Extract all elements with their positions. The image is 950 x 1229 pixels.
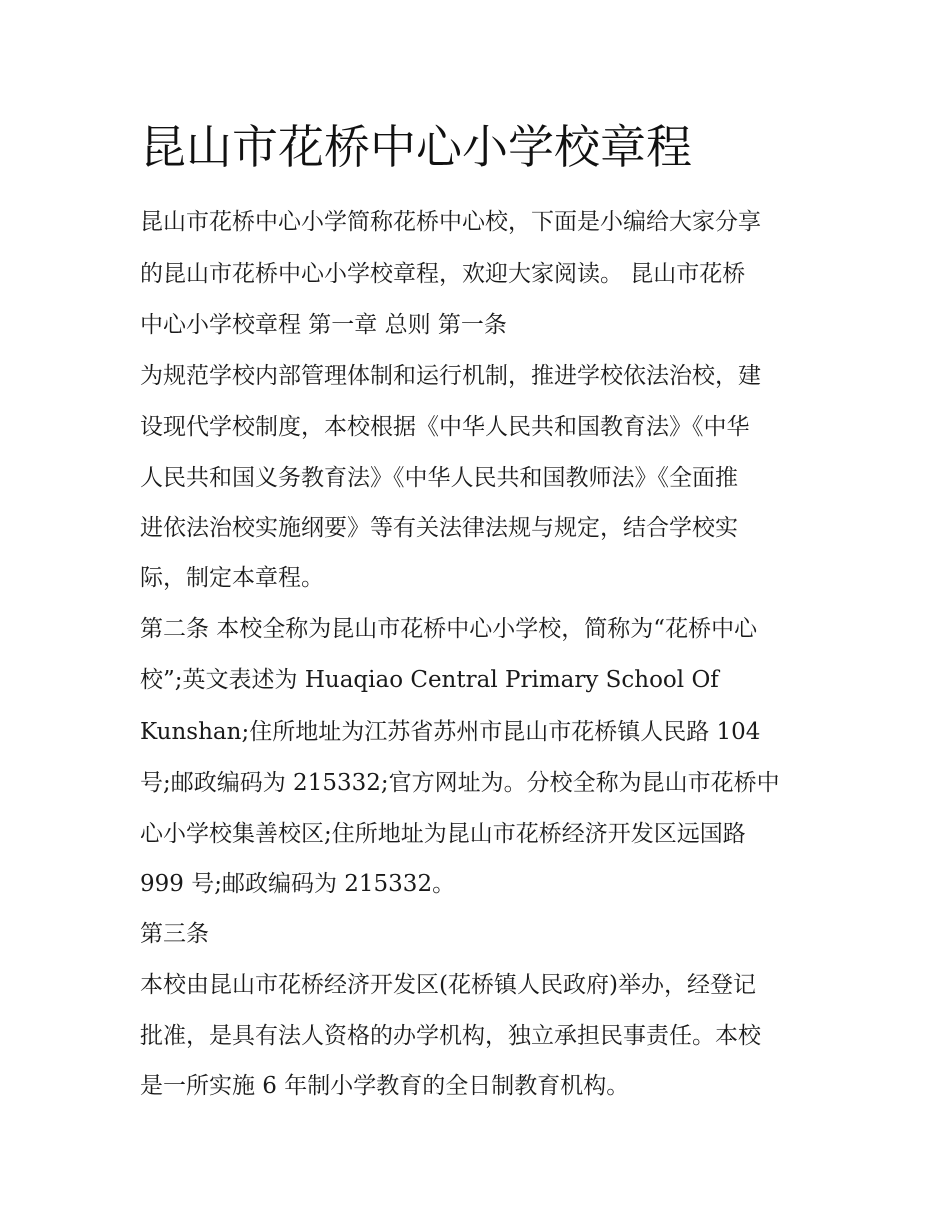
text-line: 设现代学校制度，本校根据《中华人民共和国教育法》《中华 — [140, 414, 750, 440]
text-line: 校”;英文表述为 Huaqiao Central Primary School Of — [140, 667, 719, 693]
text-line: 批准，是具有法人资格的办学机构，独立承担民事责任。本校 — [140, 1023, 761, 1049]
text-line: 999 号;邮政编码为 215332。 — [140, 871, 456, 897]
text-line: 的昆山市花桥中心小学校章程，欢迎大家阅读。 昆山市花桥 — [140, 261, 746, 287]
text-line: 进依法治校实施纲要》等有关法律法规与规定，结合学校实 — [140, 515, 738, 541]
text-line: 本校由昆山市花桥经济开发区(花桥镇人民政府)举办，经登记 — [140, 972, 756, 998]
text-line: 是一所实施 6 年制小学教育的全日制教育机构。 — [140, 1073, 630, 1099]
text-line: 中心小学校章程 第一章 总则 第一条 — [140, 312, 507, 338]
text-line: 为规范学校内部管理体制和运行机制，推进学校依法治校，建 — [140, 363, 761, 389]
text-line: 昆山市花桥中心小学简称花桥中心校，下面是小编给大家分享 — [140, 209, 761, 235]
text-line: 心小学校集善校区;住所地址为昆山市花桥经济开发区远国路 — [140, 821, 746, 847]
text-line: 第二条 本校全称为昆山市花桥中心小学校，简称为“花桥中心 — [140, 616, 758, 642]
document-title: 昆山市花桥中心小学校章程 — [140, 120, 692, 174]
text-line: Kunshan;住所地址为江苏省苏州市昆山市花桥镇人民路 104 — [140, 719, 761, 745]
text-line: 号;邮政编码为 215332;官方网址为。分校全称为昆山市花桥中 — [140, 770, 780, 796]
text-line: 第三条 — [140, 921, 209, 947]
text-line: 人民共和国义务教育法》《中华人民共和国教师法》《全面推 — [140, 465, 738, 491]
text-line: 际，制定本章程。 — [140, 565, 324, 591]
